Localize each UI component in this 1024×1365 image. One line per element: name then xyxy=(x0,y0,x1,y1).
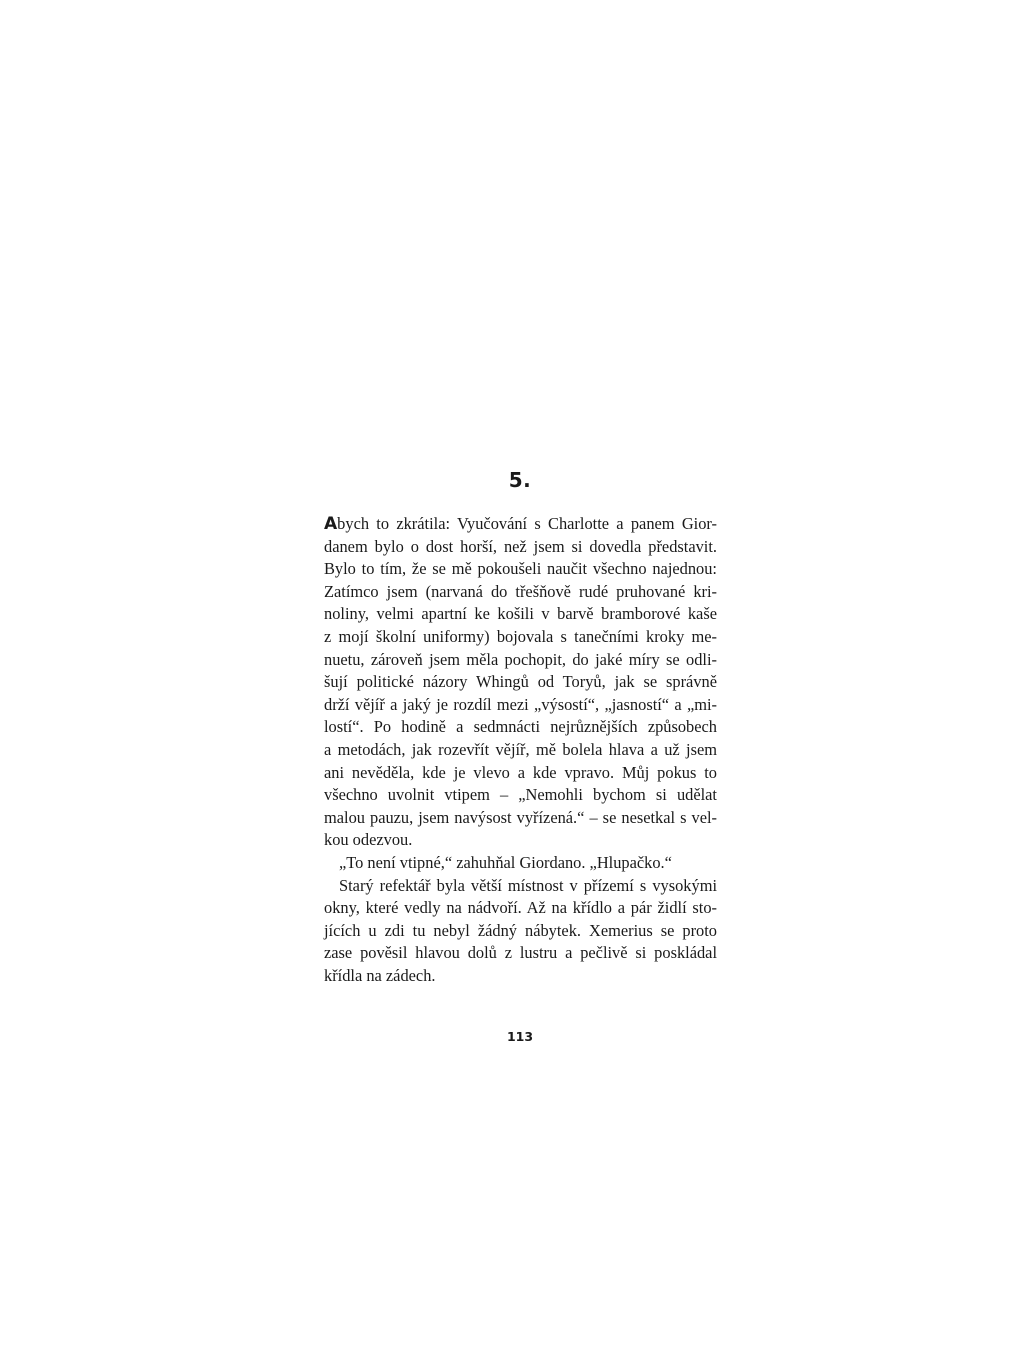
paragraph-1 xyxy=(324,513,717,852)
paragraph-3 xyxy=(324,875,717,988)
text-line: zase pověsil hlavou dolů z lustru a pečlivě si poskládal xyxy=(324,943,717,963)
text-line: noliny, velmi apartní ke košili v barvě bramborové kaše xyxy=(324,604,717,624)
text-line: z mojí školní uniformy) bojovala s tanečními kroky me- xyxy=(324,626,717,646)
text-line: kou odezvou. xyxy=(324,830,413,850)
text-line: nuetu, zároveň jsem měla pochopit, do jaké míry se odli- xyxy=(324,649,717,669)
text-line: všechno uvolnit vtipem – „Nemohli bychom si udělat xyxy=(324,785,717,805)
text-line: lostí“. Po hodině a sedmnácti nejrůznějších způsobech xyxy=(324,717,717,737)
text-line: Starý refektář byla větší místnost v přízemí s vysokými xyxy=(339,875,717,895)
text-line: Abych to zkrátila: Vyučování s Charlotte a panem Gior- xyxy=(324,514,717,534)
body-text xyxy=(324,513,717,987)
text-line: jících u zdi tu nebyl žádný nábytek. Xemerius se proto xyxy=(324,920,717,940)
text-line: křídla na zádech. xyxy=(324,965,436,985)
text-line: Zatímco jsem (narvaná do třešňově rudé pruhované kri- xyxy=(324,581,717,601)
paragraph-2 xyxy=(324,852,717,875)
page-number: 113 xyxy=(506,1029,534,1044)
text-line: danem bylo o dost horší, než jsem si dovedla představit. xyxy=(324,536,717,556)
chapter-number: 5. xyxy=(508,468,532,492)
text-line: okny, které vedly na nádvoří. Až na křídlo a pár židlí sto- xyxy=(324,898,717,918)
drop-cap-letter: A xyxy=(324,514,338,534)
text-line: ani nevěděla, kde je vlevo a kde vpravo. Můj pokus to xyxy=(324,762,717,782)
text-line: šují politické názory Whingů od Toryů, jak se správně xyxy=(324,672,717,692)
text-line: a metodách, jak rozevřít vějíř, mě bolela hlava a už jsem xyxy=(324,739,717,759)
text-line: malou pauzu, jsem navýsost vyřízená.“ – se nesetkal s vel- xyxy=(324,807,717,827)
text-line: drží vějíř a jaký je rozdíl mezi „výsostí“, „jasností“ a „mi- xyxy=(324,694,717,714)
text-line: „To není vtipné,“ zahuhňal Giordano. „Hlupačko.“ xyxy=(339,852,672,872)
text-line: Bylo to tím, že se mě pokoušeli naučit všechno najednou: xyxy=(324,559,717,579)
